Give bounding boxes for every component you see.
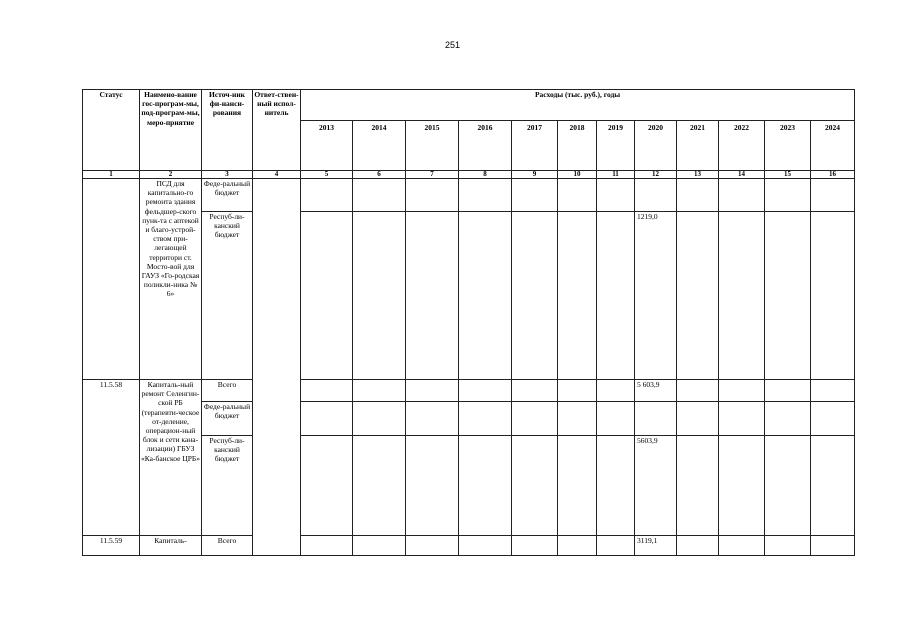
page-number: 251	[444, 40, 461, 50]
source-total: Всего	[202, 536, 253, 556]
status-cell	[83, 179, 140, 380]
item-name: Капиталь-	[140, 536, 202, 556]
header-responsible: Ответ-ствен-ный испол-нитель	[253, 90, 301, 171]
empty-cell	[597, 179, 635, 212]
empty-cell	[406, 380, 459, 402]
column-number: 15	[765, 171, 811, 179]
column-number: 4	[253, 171, 301, 179]
empty-cell	[301, 436, 353, 536]
item-name: ПСД для капитально-го ремонта здания фельдшер-ского пунк-та с аптекой и благо-устрой-ством при-легающей территори ст. Мосто-вой для ГАУЗ «Го-родская поликли-ника № 6»	[140, 179, 202, 380]
column-number: 7	[406, 171, 459, 179]
empty-cell	[558, 212, 597, 380]
value-cell: 1219,0	[635, 212, 677, 380]
column-number: 3	[202, 171, 253, 179]
empty-cell	[459, 402, 512, 436]
value-cell: 5603,9	[635, 436, 677, 536]
empty-cell	[406, 536, 459, 556]
value-cell: 5 603,9	[635, 380, 677, 402]
header-status: Статус	[83, 90, 140, 171]
source-republic: Респуб-ли-канский бюджет	[202, 436, 253, 536]
empty-cell	[301, 380, 353, 402]
empty-cell	[558, 402, 597, 436]
empty-cell	[677, 212, 719, 380]
value-cell	[635, 179, 677, 212]
empty-cell	[512, 212, 558, 380]
empty-cell	[677, 402, 719, 436]
column-number: 1	[83, 171, 140, 179]
empty-cell	[512, 402, 558, 436]
year-header: 2022	[719, 121, 765, 171]
column-number: 14	[719, 171, 765, 179]
header-source: Источ-ник фи-нанси-рования	[202, 90, 253, 171]
year-header: 2017	[512, 121, 558, 171]
year-header: 2020	[635, 121, 677, 171]
empty-cell	[353, 380, 406, 402]
empty-cell	[353, 179, 406, 212]
column-number: 13	[677, 171, 719, 179]
empty-cell	[406, 402, 459, 436]
empty-cell	[558, 179, 597, 212]
value-cell	[635, 402, 677, 436]
empty-cell	[301, 402, 353, 436]
column-number: 8	[459, 171, 512, 179]
empty-cell	[811, 536, 855, 556]
empty-cell	[558, 436, 597, 536]
column-number: 9	[512, 171, 558, 179]
header-expenses: Расходы (тыс. руб.), годы	[301, 90, 855, 121]
source-total: Всего	[202, 380, 253, 402]
empty-cell	[811, 436, 855, 536]
empty-cell	[459, 436, 512, 536]
empty-cell	[597, 380, 635, 402]
empty-cell	[719, 380, 765, 402]
empty-cell	[406, 212, 459, 380]
source-federal: Феде-ральный бюджет	[202, 402, 253, 436]
year-header: 2023	[765, 121, 811, 171]
empty-cell	[459, 380, 512, 402]
empty-cell	[719, 436, 765, 536]
column-number: 6	[353, 171, 406, 179]
year-header: 2014	[353, 121, 406, 171]
empty-cell	[765, 179, 811, 212]
value-cell: 3119,1	[635, 536, 677, 556]
empty-cell	[677, 179, 719, 212]
empty-cell	[765, 536, 811, 556]
year-header: 2021	[677, 121, 719, 171]
empty-cell	[558, 536, 597, 556]
empty-cell	[512, 179, 558, 212]
empty-cell	[719, 402, 765, 436]
empty-cell	[765, 212, 811, 380]
header-name: Наимено-вание гос-програм-мы, под-програм-мы, меро-приятие	[140, 90, 202, 171]
status-code: 11.5.59	[83, 536, 140, 556]
column-number: 5	[301, 171, 353, 179]
column-number: 2	[140, 171, 202, 179]
empty-cell	[353, 402, 406, 436]
year-header: 2016	[459, 121, 512, 171]
empty-cell	[512, 536, 558, 556]
empty-cell	[765, 402, 811, 436]
column-number: 10	[558, 171, 597, 179]
empty-cell	[459, 212, 512, 380]
empty-cell	[719, 536, 765, 556]
empty-cell	[459, 179, 512, 212]
empty-cell	[558, 380, 597, 402]
empty-cell	[406, 436, 459, 536]
empty-cell	[597, 212, 635, 380]
empty-cell	[719, 212, 765, 380]
empty-cell	[765, 380, 811, 402]
year-header: 2018	[558, 121, 597, 171]
status-code: 11.5.58	[83, 380, 140, 536]
empty-cell	[765, 436, 811, 536]
empty-cell	[677, 436, 719, 536]
responsible-cell	[253, 179, 301, 556]
item-name: Капиталь-ный ремонт Селенгин-ской РБ (терапевти-ческое от-деление, операцион-ный блок и сети кана-лизации) ГБУЗ «Ка-банское ЦРБ»	[140, 380, 202, 536]
empty-cell	[353, 212, 406, 380]
empty-cell	[811, 402, 855, 436]
column-number: 16	[811, 171, 855, 179]
empty-cell	[301, 536, 353, 556]
budget-table	[82, 89, 855, 556]
empty-cell	[597, 402, 635, 436]
empty-cell	[353, 436, 406, 536]
source-federal: Феде-ральный бюджет	[202, 179, 253, 212]
empty-cell	[406, 179, 459, 212]
empty-cell	[677, 536, 719, 556]
year-header: 2015	[406, 121, 459, 171]
empty-cell	[459, 536, 512, 556]
empty-cell	[512, 436, 558, 536]
source-republic: Респуб-ли-канский бюджет	[202, 212, 253, 380]
empty-cell	[597, 436, 635, 536]
empty-cell	[811, 380, 855, 402]
column-number: 12	[635, 171, 677, 179]
year-header: 2024	[811, 121, 855, 171]
empty-cell	[811, 212, 855, 380]
empty-cell	[719, 179, 765, 212]
year-header: 2013	[301, 121, 353, 171]
empty-cell	[301, 179, 353, 212]
empty-cell	[301, 212, 353, 380]
year-header: 2019	[597, 121, 635, 171]
empty-cell	[677, 380, 719, 402]
column-number: 11	[597, 171, 635, 179]
empty-cell	[597, 536, 635, 556]
empty-cell	[811, 179, 855, 212]
empty-cell	[512, 380, 558, 402]
empty-cell	[353, 536, 406, 556]
